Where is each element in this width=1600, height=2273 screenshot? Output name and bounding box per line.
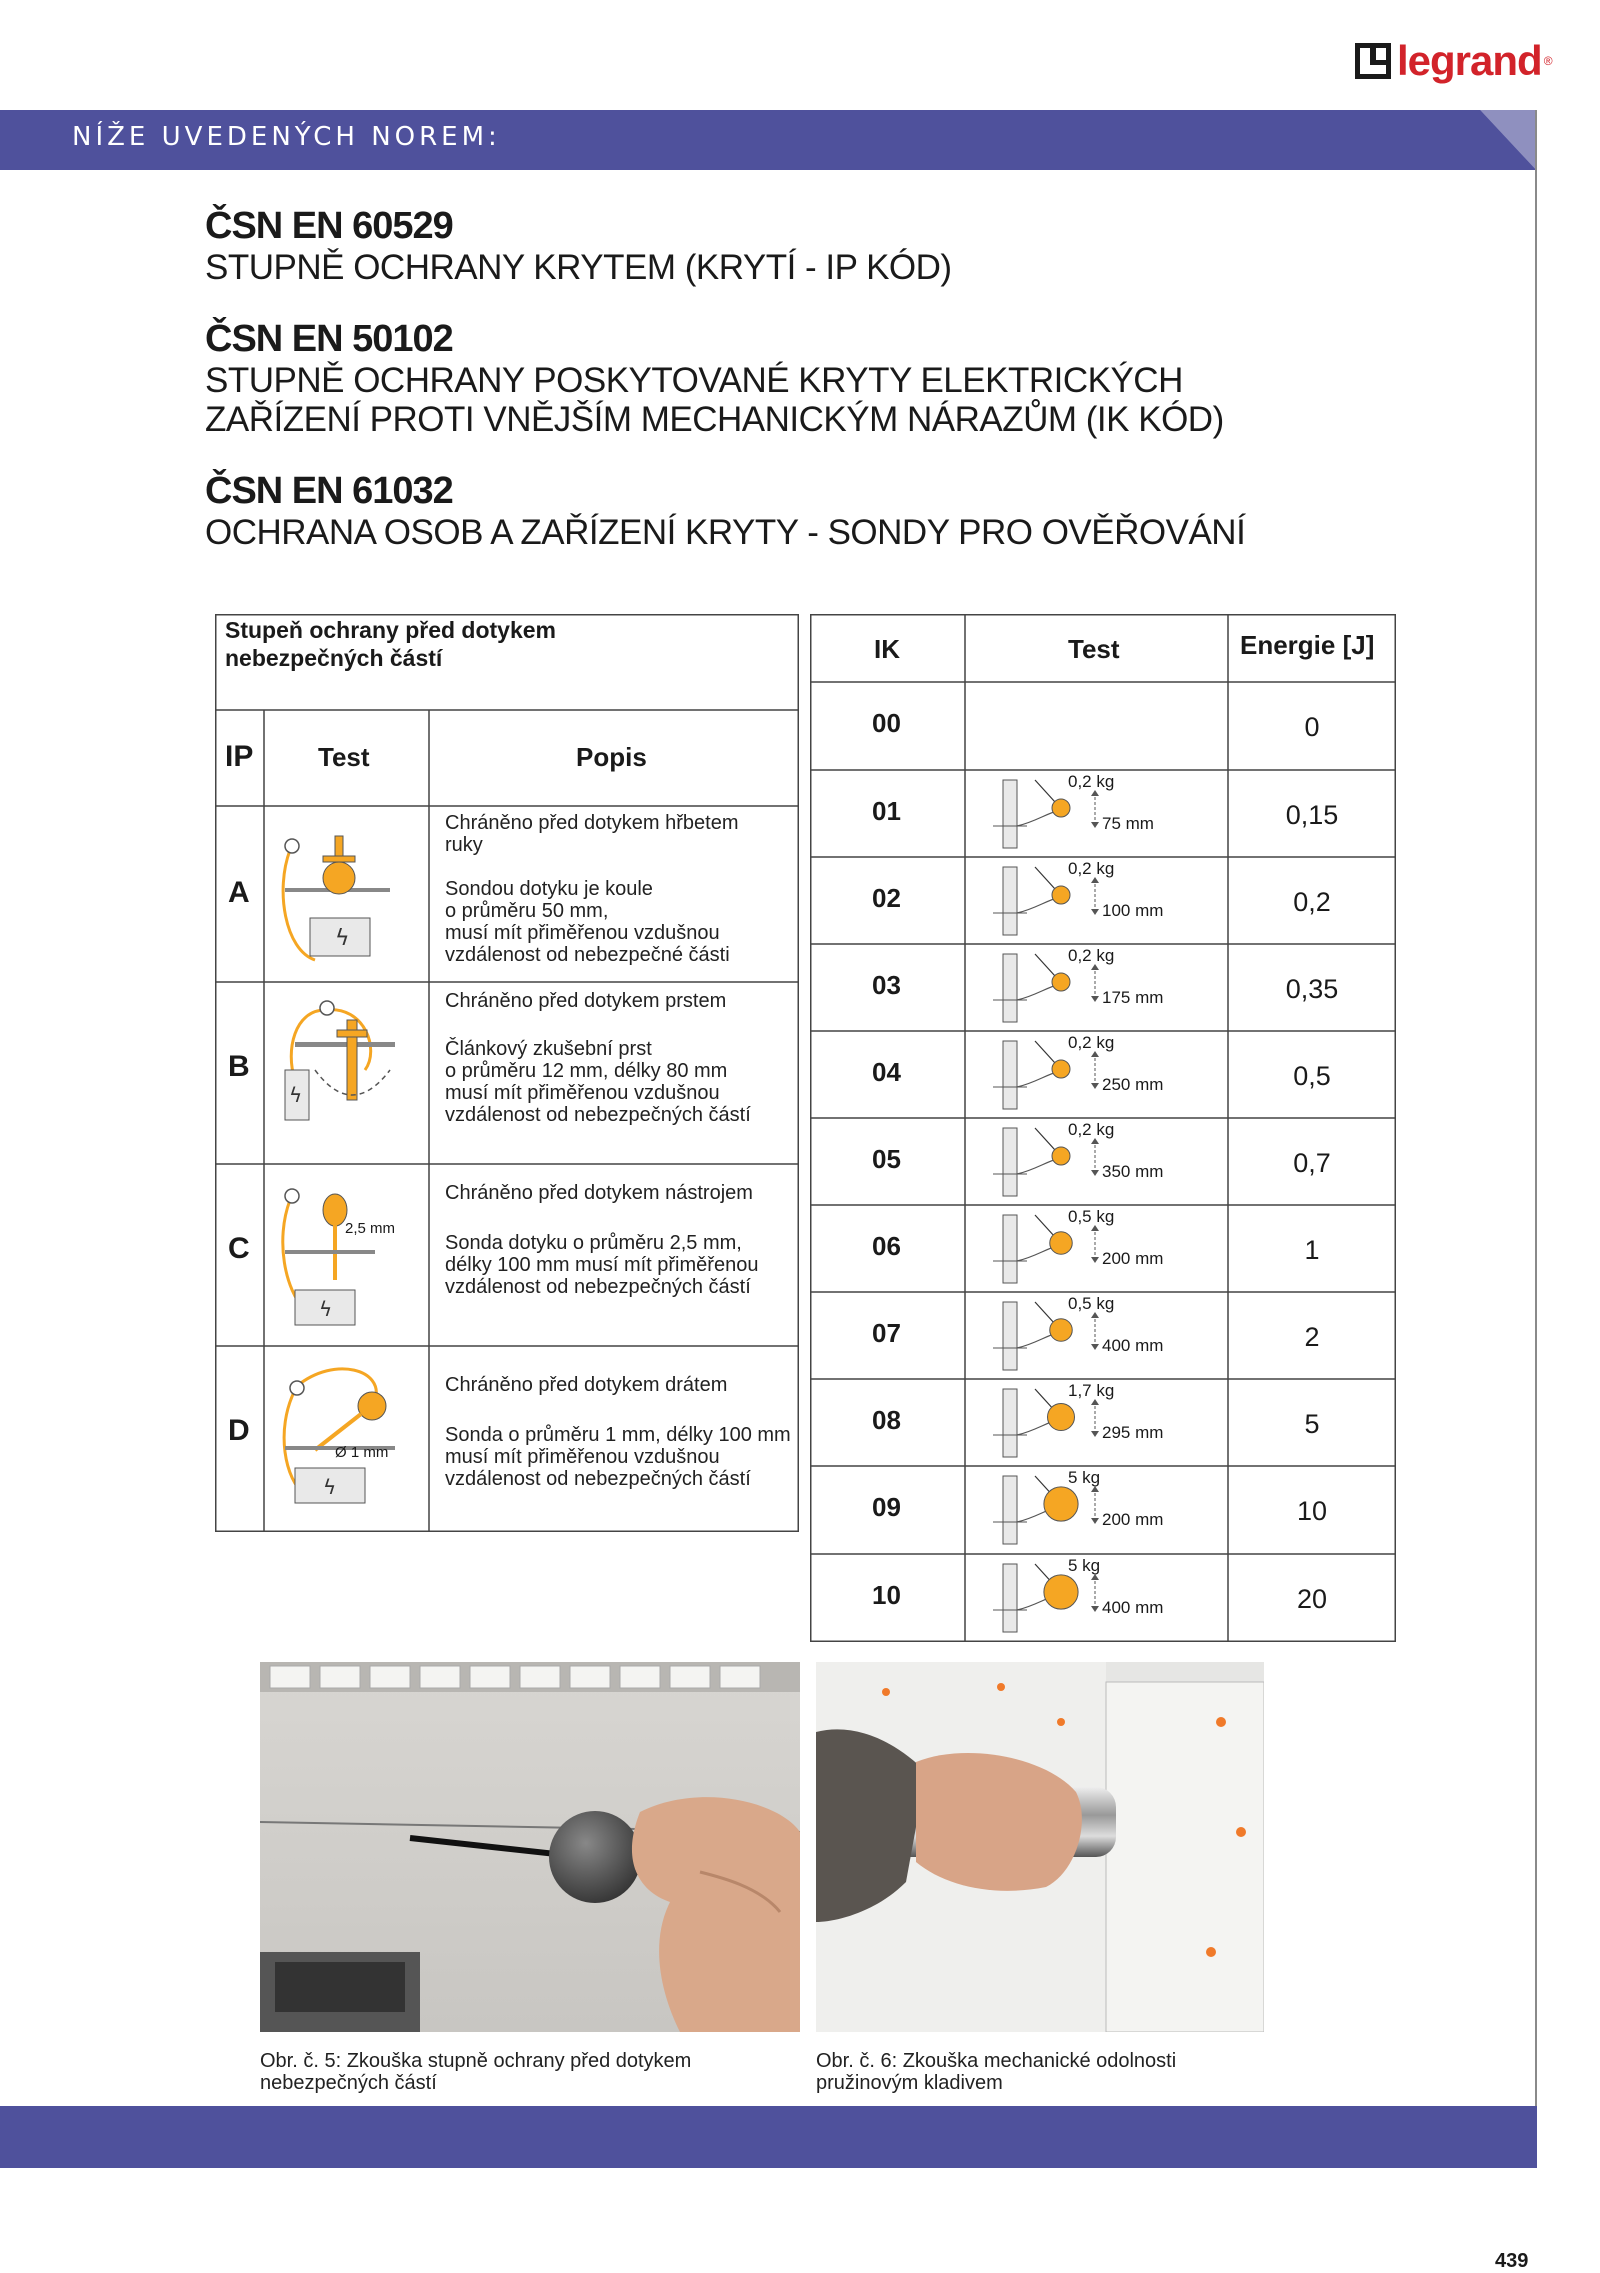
page-number: 439	[1495, 2250, 1529, 2272]
ik-code: 06	[872, 1230, 901, 1261]
ip-code-b: B	[228, 1050, 250, 1083]
ik-height-label: 200 mm	[1102, 1510, 1164, 1529]
legrand-logo	[1355, 36, 1553, 86]
ip-row-a-line: Sondou dotyku je koule	[445, 878, 653, 900]
ik-energy: 2	[1304, 1321, 1320, 1352]
ip-row-a-line: Chráněno před dotykem hřbetem	[445, 812, 739, 834]
standard-title: ZAŘÍZENÍ PROTI VNĚJŠÍM MECHANICKÝM NÁRAZŮM (IK KÓD)	[205, 400, 1224, 439]
ik-height-label: 400 mm	[1102, 1598, 1164, 1617]
band-fold-decoration	[1480, 110, 1536, 170]
figure-5-caption-line: nebezpečných částí	[260, 2072, 437, 2094]
ip-row-d-line: Chráněno před dotykem drátem	[445, 1374, 728, 1396]
ip-row-b-line: musí mít přiměřenou vzdušnou	[445, 1082, 720, 1104]
ik-code: 02	[872, 882, 901, 913]
ik-height-label: 100 mm	[1102, 900, 1164, 920]
ik-height-label: 350 mm	[1102, 1161, 1164, 1181]
ip-row-a-line: ruky	[445, 834, 483, 856]
ip-code-a: A	[228, 876, 250, 909]
figure-6-caption-line: Obr. č. 6: Zkouška mechanické odolnosti	[816, 2050, 1177, 2072]
ip-row-c-line: Chráněno před dotykem nástrojem	[445, 1182, 753, 1204]
ip-row-b-line: vzdálenost od nebezpečných částí	[445, 1104, 751, 1126]
standard-title: STUPNĚ OCHRANY POSKYTOVANÉ KRYTY ELEKTRICKÝCH	[205, 361, 1183, 400]
standard-2	[205, 318, 1224, 439]
standard-title: OCHRANA OSOB A ZAŘÍZENÍ KRYTY - SONDY PRO OVĚŘOVÁNÍ	[205, 513, 1246, 552]
ik-mass-label: 5 kg	[1068, 1468, 1101, 1487]
ik-height-label: 200 mm	[1102, 1248, 1164, 1268]
ik-energy: 0,15	[1285, 799, 1339, 830]
svg-text:ϟ: ϟ	[323, 1475, 337, 1499]
ip-d-wire-icon	[275, 1350, 405, 1510]
figure-5-caption	[260, 2050, 691, 2094]
ip-header-ip: IP	[225, 740, 254, 773]
ip-d-diameter-label: Ø 1 mm	[335, 1444, 389, 1461]
standard-code: ČSN EN 60529	[205, 205, 453, 247]
page-frame-line	[1535, 110, 1537, 2150]
ip-b-finger-icon	[275, 990, 405, 1130]
ik-code: 10	[872, 1580, 901, 1610]
legrand-logo-icon	[1355, 43, 1391, 79]
ip-row-d-line: vzdálenost od nebezpečných částí	[445, 1468, 751, 1490]
svg-text:ϟ: ϟ	[289, 1083, 303, 1107]
ip-row-c-description	[445, 1182, 758, 1298]
ip-row-c-line: vzdálenost od nebezpečných částí	[445, 1276, 751, 1298]
ip-row-d-line: Sonda o průměru 1 mm, délky 100 mm	[445, 1424, 791, 1446]
figure-5-caption-line: Obr. č. 5: Zkouška stupně ochrany před dotykem	[260, 2050, 692, 2072]
ik-mass-label: 0,2 kg	[1068, 1033, 1115, 1052]
figure-6-caption-line: pružinovým kladivem	[816, 2072, 1003, 2094]
ip-row-b-line: o průměru 12 mm, délky 80 mm	[445, 1060, 728, 1082]
ip-row-a-line: vzdálenost od nebezpečné části	[445, 944, 730, 966]
ik-energy: 0,7	[1293, 1147, 1331, 1178]
ik-energy: 0	[1304, 712, 1320, 742]
ip-row-c-line: délky 100 mm musí mít přiměřenou	[445, 1254, 759, 1276]
ip-row-a-line: musí mít přiměřenou vzdušnou	[445, 922, 720, 944]
ip-header-test: Test	[318, 742, 370, 772]
standard-1	[205, 205, 952, 287]
ip-row-d-line: musí mít přiměřenou vzdušnou	[445, 1446, 720, 1468]
ik-code: 07	[872, 1317, 901, 1348]
ik-mass-label: 0,5 kg	[1068, 1294, 1115, 1313]
ik-height-label: 175 mm	[1102, 987, 1164, 1007]
ik-mass-label: 0,2 kg	[1068, 772, 1115, 791]
ip-table-caption	[225, 616, 556, 672]
ik-mass-label: 1,7 kg	[1068, 1381, 1115, 1400]
standard-code: ČSN EN 61032	[205, 470, 453, 512]
ik-height-label: 75 mm	[1102, 813, 1154, 833]
ik-mass-label: 0,2 kg	[1068, 1120, 1115, 1139]
ik-mass-label: 5 kg	[1068, 1556, 1101, 1575]
ik-code: 01	[872, 795, 901, 826]
ik-code: 09	[872, 1492, 901, 1522]
ip-row-b-line: Článkový zkušební prst	[445, 1038, 652, 1060]
header-band-title: NÍŽE UVEDENÝCH NOREM:	[72, 122, 501, 152]
ip-row-a-description	[445, 812, 739, 966]
svg-text:ϟ: ϟ	[319, 1297, 333, 1321]
standard-3	[205, 470, 1245, 552]
figure-6-caption	[816, 2050, 1176, 2094]
ik-code: 03	[872, 969, 901, 1000]
ik-energy: 0,5	[1293, 1060, 1331, 1091]
ik-mass-label: 0,5 kg	[1068, 1207, 1115, 1226]
ik-code: 05	[872, 1143, 901, 1174]
photo-ip-probe-test	[260, 1662, 800, 2032]
ik-energy: 10	[1296, 1496, 1328, 1526]
ip-row-d-description	[445, 1374, 791, 1490]
ip-c-diameter-label: 2,5 mm	[345, 1220, 396, 1237]
ik-code: 04	[872, 1056, 901, 1087]
brand-name: legrand	[1397, 37, 1542, 84]
ik-energy: 5	[1304, 1408, 1320, 1439]
ip-row-b-description	[445, 990, 751, 1126]
photo-ik-hammer-test	[816, 1662, 1264, 2032]
ik-energy: 0,2	[1293, 886, 1331, 917]
svg-text:ϟ: ϟ	[335, 926, 350, 951]
ip-c-tool-icon	[275, 1170, 375, 1330]
ik-code: 08	[872, 1404, 901, 1435]
ip-caption-line: Stupeň ochrany před dotykem	[225, 617, 557, 643]
ip-row-c-line: Sonda dotyku o průměru 2,5 mm,	[445, 1232, 742, 1254]
ik-header-ik: IK	[874, 634, 900, 664]
ik-height-label: 250 mm	[1102, 1074, 1164, 1094]
brand-registered-mark: ®	[1543, 54, 1553, 68]
ik-height-label: 295 mm	[1102, 1422, 1164, 1442]
ik-mass-label: 0,2 kg	[1068, 859, 1115, 878]
ik-header-test: Test	[1068, 634, 1120, 664]
ip-row-a-line: o průměru 50 mm,	[445, 900, 609, 922]
ip-row-b-line: Chráněno před dotykem prstem	[445, 990, 727, 1012]
ip-header-popis: Popis	[576, 742, 647, 772]
ik-mass-label: 0,2 kg	[1068, 946, 1115, 965]
ip-code-d: D	[228, 1414, 250, 1447]
standard-code: ČSN EN 50102	[205, 318, 453, 360]
ip-a-probe-icon	[275, 810, 395, 970]
ik-energy: 1	[1304, 1234, 1320, 1265]
footer-band	[0, 2106, 1537, 2168]
standard-title: STUPNĚ OCHRANY KRYTEM (KRYTÍ - IP KÓD)	[205, 248, 952, 287]
ip-caption-line: nebezpečných částí	[225, 645, 443, 671]
ik-header-energy: Energie [J]	[1240, 630, 1375, 660]
ip-code-c: C	[228, 1232, 250, 1265]
ik-energy: 20	[1296, 1584, 1328, 1614]
ik-code: 00	[872, 708, 901, 738]
ik-energy: 0,35	[1285, 973, 1339, 1004]
ik-height-label: 400 mm	[1102, 1335, 1164, 1355]
